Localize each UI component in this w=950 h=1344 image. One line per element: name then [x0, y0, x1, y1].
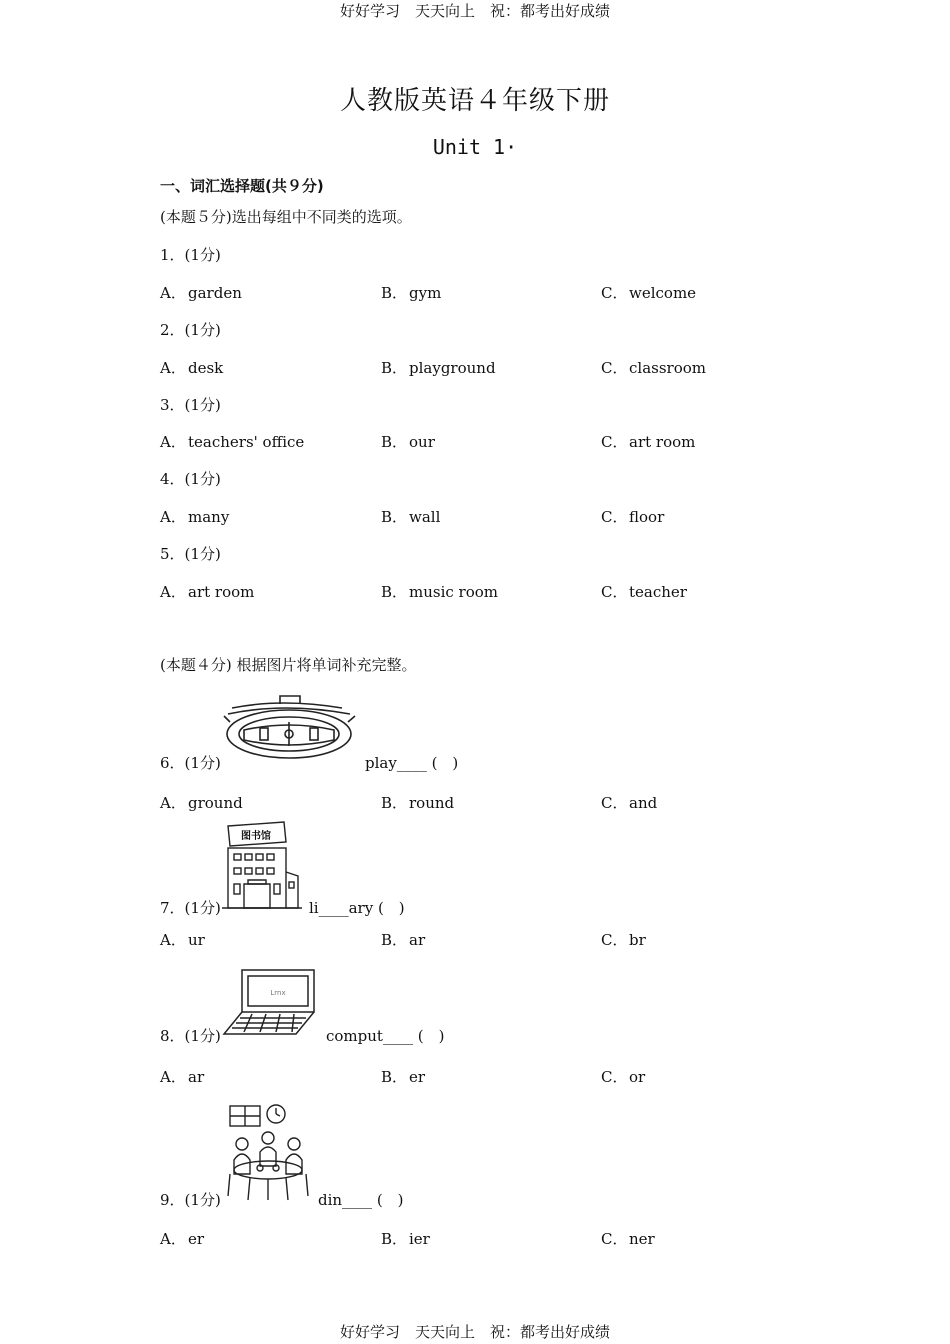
question-label: 4．(1分)	[160, 470, 221, 488]
page-footer: 好好学习 天天向上 祝：都考出好成绩	[339, 1323, 610, 1341]
library-sign-text: 图书馆	[241, 831, 271, 842]
option-b[interactable]: B． gym	[381, 284, 442, 302]
section-heading: 一、词汇选择题(共９分)	[160, 177, 324, 195]
question-label: 5．(1分)	[160, 545, 221, 563]
option-a[interactable]: A． art room	[160, 583, 255, 601]
option-a[interactable]: A． desk	[160, 359, 224, 377]
option-c[interactable]: C． br	[601, 931, 646, 949]
playground-image	[222, 692, 357, 766]
laptop-image	[222, 966, 318, 1040]
part1-instruction: (本题５分)选出每组中不同类的选项。	[160, 208, 412, 226]
question-stem: play____ ( )	[365, 754, 459, 772]
option-c[interactable]: C． ner	[601, 1230, 655, 1248]
option-b[interactable]: B． ier	[381, 1230, 430, 1248]
question-label: 8．(1分)	[160, 1027, 221, 1045]
unit-title: Unit 1·	[432, 135, 518, 159]
question-label: 2．(1分)	[160, 321, 221, 339]
option-c[interactable]: C． art room	[601, 433, 696, 451]
library-image	[222, 818, 302, 912]
option-c[interactable]: C． welcome	[601, 284, 697, 302]
option-c[interactable]: C． teacher	[601, 583, 687, 601]
option-b[interactable]: B． music room	[381, 583, 499, 601]
option-c[interactable]: C． floor	[601, 508, 665, 526]
option-b[interactable]: B． er	[381, 1068, 426, 1086]
page-header: 好好学习 天天向上 祝：都考出好成绩	[339, 2, 610, 20]
question-label: 3．(1分)	[160, 396, 221, 414]
option-c[interactable]: C． and	[601, 794, 658, 812]
question-label: 9．(1分)	[160, 1191, 221, 1209]
option-b[interactable]: B． wall	[381, 508, 441, 526]
question-stem: comput____ ( )	[326, 1027, 445, 1045]
option-a[interactable]: A． er	[160, 1230, 205, 1248]
option-a[interactable]: A． ar	[160, 1068, 205, 1086]
laptop-screen-text: Lrnx	[270, 989, 286, 997]
option-b[interactable]: B． playground	[381, 359, 496, 377]
question-label: 1．(1分)	[160, 246, 221, 264]
question-label: 6．(1分)	[160, 754, 221, 772]
option-b[interactable]: B． our	[381, 433, 435, 451]
dinner-image	[222, 1100, 312, 1204]
option-c[interactable]: C． or	[601, 1068, 646, 1086]
question-stem: din____ ( )	[318, 1191, 404, 1209]
option-b[interactable]: B． ar	[381, 931, 426, 949]
question-label: 7．(1分)	[160, 899, 221, 917]
option-a[interactable]: A． ground	[160, 794, 243, 812]
option-c[interactable]: C． classroom	[601, 359, 706, 377]
part2-instruction: (本题４分) 根据图片将单词补充完整。	[160, 656, 417, 674]
option-a[interactable]: A． many	[160, 508, 230, 526]
question-stem: li____ary ( )	[309, 899, 405, 917]
option-a[interactable]: A． teachers' office	[160, 433, 305, 451]
option-b[interactable]: B． round	[381, 794, 455, 812]
document-title: 人教版英语４年级下册	[339, 86, 610, 116]
option-a[interactable]: A． garden	[160, 284, 242, 302]
option-a[interactable]: A． ur	[160, 931, 205, 949]
